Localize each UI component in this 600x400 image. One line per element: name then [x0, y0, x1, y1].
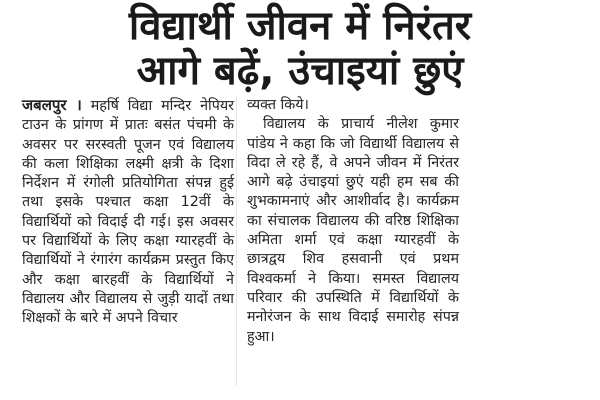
headline-line-2: आगे बढ़ें, उंचाइयां छुएं: [136, 48, 464, 94]
headline-line-1: विद्यार्थी जीवन में निरंतर: [128, 3, 472, 49]
article-column-1: [22, 96, 234, 329]
headline: [0, 4, 600, 94]
column-1-text: महर्षि विद्या मन्दिर नेपियर टाउन के प्रांगण में प्रातः बसंत पंचमी के अवसर पर सरस्वती पूजन एवं विद्यालय की कला शिक्षिका लक्ष्मी क्षत्री के दिशा निर्देशन में रंगोली प्रतियोगिता संपन्न हुई तथा इसके पश्चात कक्षा 12वीं के विद्यार्थियों को विदाई दी गई। इस अवसर पर विद्यार्थियों के लिए कक्षा ग्यारहवीं के विद्यार्थियों ने रंगारंग कार्यक्रम प्रस्तुत किए और कक्षा बारहवीं के विद्यार्थियों ने विद्यालय और विद्यालय से जुड़ी यादों तथा शिक्षकों के बारे में अपने विचार: [22, 98, 235, 327]
article-column-2: [247, 96, 459, 347]
article-paragraph-2: विद्यालय के प्राचार्य नीलेश कुमार पांडेय ने कहा कि जो विद्यार्थी विद्यालय से विदा ले रहे हैं, वे अपने जीवन में निरंतर आगे बढ़े उंचाइयां छुएं यही हम सब की शुभकामनाएं और आशीर्वाद है। कार्यक्रम का संचालक विद्यालय की वरिष्ठ शिक्षिका अमिता शर्मा एवं कक्षा ग्यारहवीं के छात्रद्वय शिव हसवानी एवं प्रथम विश्वकर्मा ने किया। समस्त विद्यालय परिवार की उपस्थिति में विद्यार्थियों के मनोरंजन के साथ विदाई समारोह संपन्न हुआ।: [247, 116, 459, 345]
dateline: जबलपुर ।: [22, 96, 82, 114]
column-2-continuation: व्यक्त किये।: [247, 97, 309, 113]
article-paragraph-1: [22, 96, 234, 329]
column-divider: [236, 96, 237, 386]
